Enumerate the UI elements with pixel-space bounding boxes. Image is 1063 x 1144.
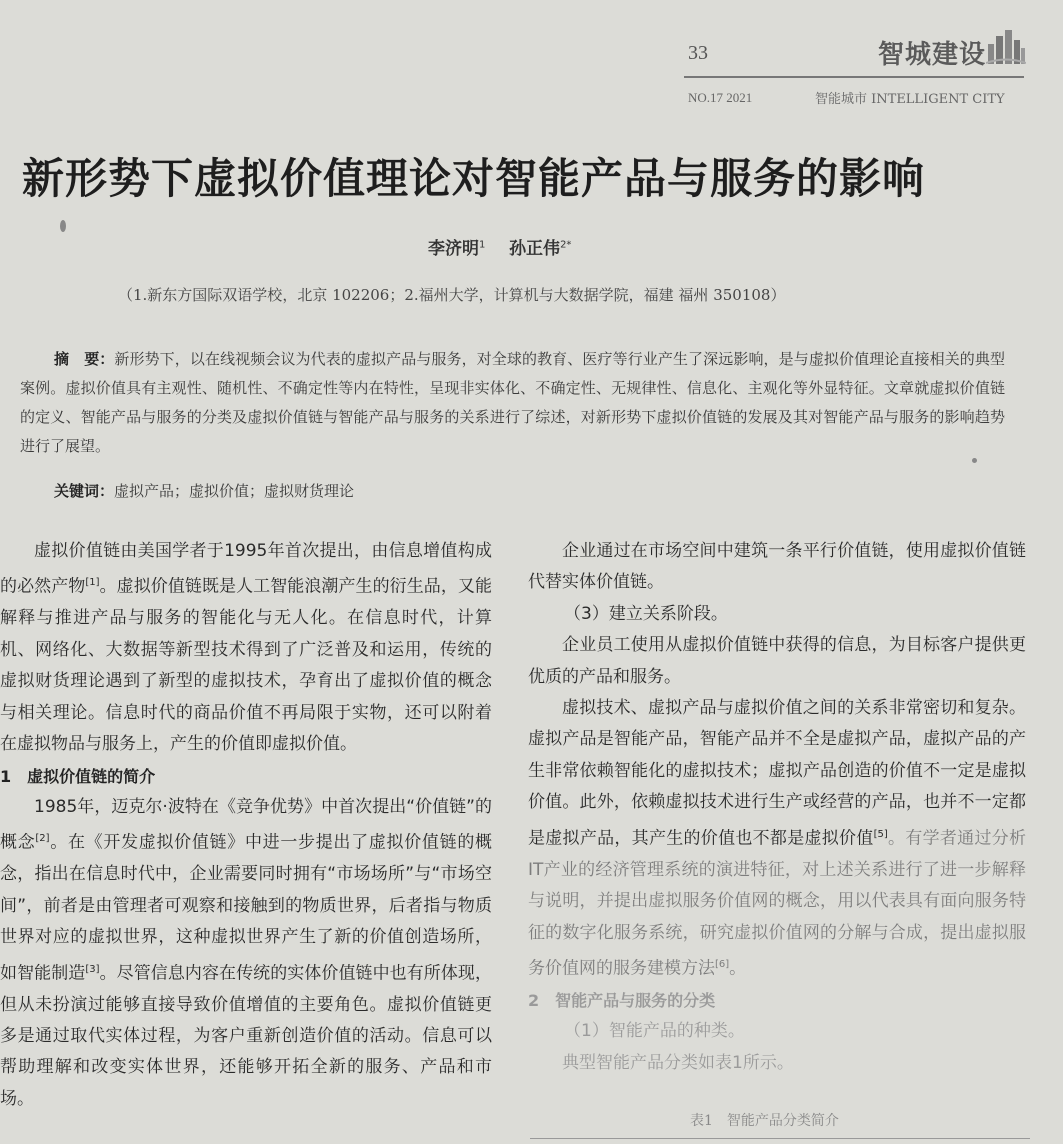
text-run: 。尽管信息内容在传统的实体价值链中也有所体现，但从未扮演过能够直接导致价值增值的主要角色。虚拟价值链更多是通过取代实体过程，为客户重新创造价值的活动。信息可以帮助理解和改变实体世界，还能够开拓全新的服务、产品和市场。 xyxy=(0,963,493,1109)
speck xyxy=(972,458,977,463)
text-run: 。 xyxy=(729,958,747,979)
issue-number: NO.17 2021 xyxy=(688,90,753,105)
left-column xyxy=(0,536,492,1115)
text-run: 。有学者通过分析IT产业的经济管理系统的演进特征，对上述关系进行了进一步解释与说明，并提出虚拟服务价值网的概念，用以代表具有面向服务特征的数字化服务系统，研究虚拟价值网的分解与合成，提出虚拟服务价值网的服务建模方法 xyxy=(528,828,1027,979)
author-2: 孙正伟 xyxy=(509,239,561,259)
body-paragraph xyxy=(528,693,1026,985)
subheading: （1）智能产品的种类。 xyxy=(564,1021,745,1042)
subheading: （3）建立关系阶段。 xyxy=(564,603,728,624)
table-caption: 表1 智能产品分类简介 xyxy=(690,1113,839,1129)
city-buildings-icon xyxy=(986,30,1026,64)
body-paragraph: 企业通过在市场空间中建筑一条平行价值链，使用虚拟价值链代替实体价值链。 xyxy=(528,541,1026,593)
citation: [1] xyxy=(85,577,100,589)
text-run: 。虚拟价值链既是人工智能浪潮产生的衍生品，又能解释与推进产品与服务的智能化与无人化。在信息时代，计算机、网络化、大数据等新型技术得到了广泛普及和运用，传统的虚拟财货理论遇到了新型的虚拟技术，孕育出了虚拟价值的概念与相关理论。信息时代的商品价值不再局限于实物，还可以附着在虚拟物品与服务上，产生的价值即虚拟价值。 xyxy=(0,577,493,755)
section-heading-2: 2 智能产品与服务的分类 xyxy=(528,991,716,1010)
text-run: 1985年，迈克尔·波特在《竞争优势》中首次提出“价值链”的概念 xyxy=(0,796,492,853)
abstract-label: 摘 要： xyxy=(54,350,115,368)
citation: [3] xyxy=(85,963,100,975)
header-rule xyxy=(684,76,1024,78)
text-run: 虚拟技术、虚拟产品与虚拟价值之间的关系非常密切和复杂。虚拟产品是智能产品，智能产品并不全是虚拟产品，虚拟产品的产生非常依赖智能化的虚拟技术；虚拟产品创造的价值不一定是虚拟价值。此外，依赖虚拟技术进行生产或经营的产品，也并不一定都是虚拟产品，其产生的价值也不都是虚拟价值 xyxy=(528,698,1026,849)
table-top-rule xyxy=(530,1138,1030,1139)
body-paragraph xyxy=(0,792,492,1115)
journal-name: 智能城市 INTELLIGENT CITY xyxy=(815,92,1005,107)
paper-title: 新形势下虚拟价值理论对智能产品与服务的影响 xyxy=(22,154,926,203)
citation: [2] xyxy=(35,833,50,845)
journal-brand: 智城建设 xyxy=(878,40,987,70)
text-run: 。在《开发虚拟价值链》中进一步提出了虚拟价值链的概念，指出在信息时代中，企业需要同时拥有“市场场所”与“市场空间”，前者是由管理者可观察和接触到的物质世界，后者指与物质世界对应的虚拟世界，这种虚拟世界产生了新的价值创造场所，如智能制造 xyxy=(0,832,493,984)
citation: [5] xyxy=(873,828,888,840)
page-number: 33 xyxy=(688,42,708,64)
section-heading-1: 1 虚拟价值链的简介 xyxy=(0,766,156,786)
citation: [6] xyxy=(715,958,730,970)
body-paragraph xyxy=(0,536,492,761)
affiliations: （1.新东方国际双语学校，北京 102206；2.福州大学，计算机与大数据学院，福建 福州 350108） xyxy=(118,286,786,304)
abstract xyxy=(20,345,1005,461)
abstract-text: 新形势下，以在线视频会议为代表的虚拟产品与服务，对全球的教育、医疗等行业产生了深远影响，是与虚拟价值理论直接相关的典型案例。虚拟价值具有主观性、随机性、不确定性等内在特性，呈现非实体化、不确定性、无规律性、信息化、主观化等外显特征。文章就虚拟价值链的定义、智能产品与服务的分类及虚拟价值链与智能产品与服务的关系进行了综述，对新形势下虚拟价值链的发展及其对智能产品与服务的影响趋势进行了展望。 xyxy=(20,350,1005,455)
body-paragraph: 典型智能产品分类如表1所示。 xyxy=(562,1052,794,1073)
author-1: 李济明 xyxy=(428,239,479,259)
right-column xyxy=(528,536,1026,1079)
keywords-label: 关键词： xyxy=(54,482,115,500)
author-1-affil-mark: 1 xyxy=(479,239,486,251)
speck xyxy=(60,220,66,232)
author-2-affil-mark: 2* xyxy=(560,239,572,251)
keywords-text: 虚拟产品；虚拟价值；虚拟财货理论 xyxy=(114,482,355,500)
text-run: 虚拟价值链由美国学者于1995年首次提出，由信息增值构成的必然产物 xyxy=(0,541,492,598)
keywords xyxy=(54,480,354,501)
authors xyxy=(428,234,571,259)
body-paragraph: 企业员工使用从虚拟价值链中获得的信息，为目标客户提供更优质的产品和服务。 xyxy=(528,635,1026,687)
